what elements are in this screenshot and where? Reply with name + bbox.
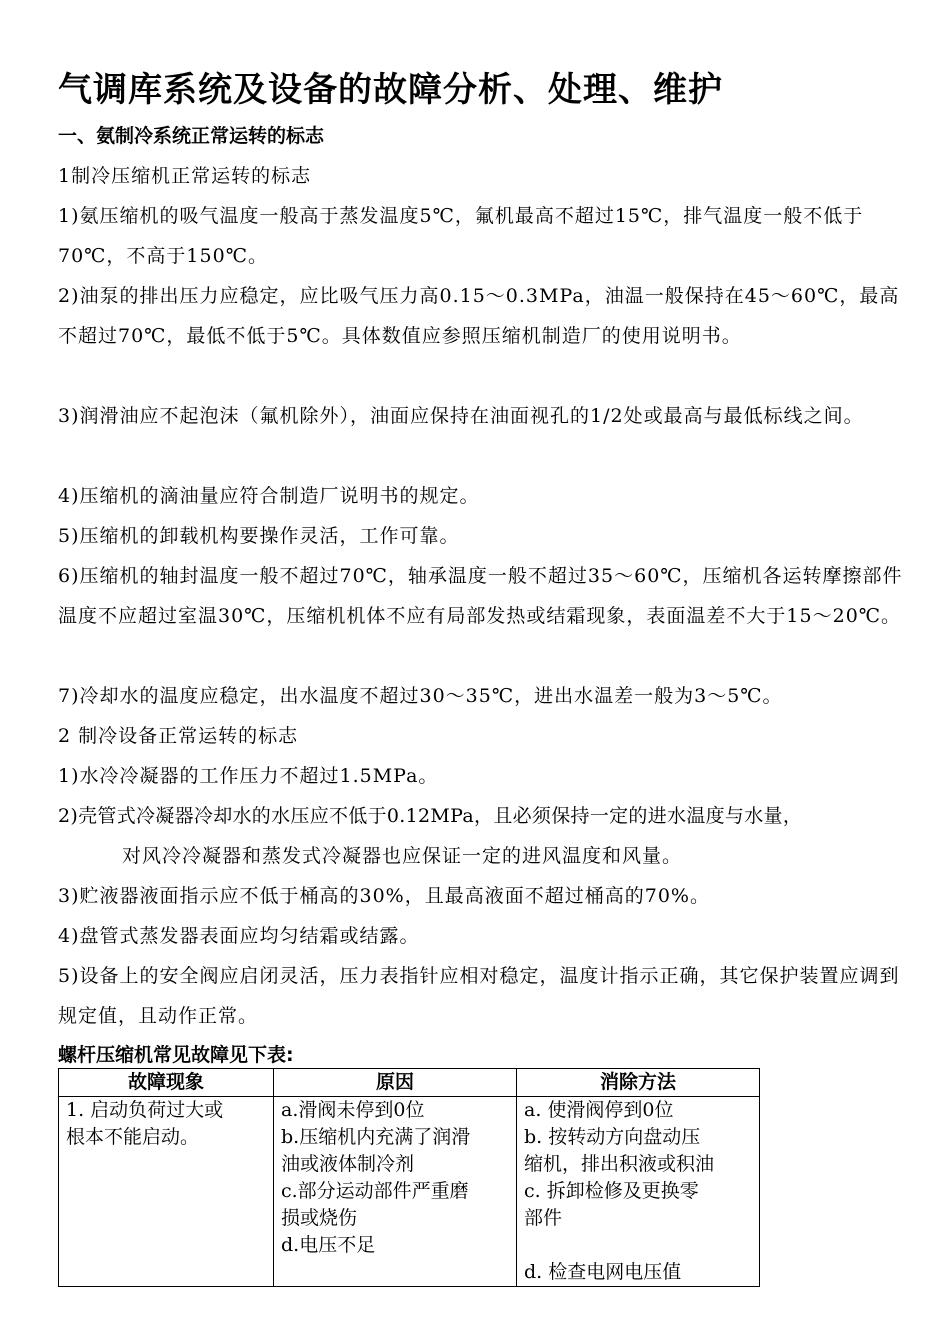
remedy-line: 缩机，排出积液或积油 (524, 1153, 715, 1175)
cell-causes (274, 1097, 517, 1287)
compressor-item-2: 2)油泵的排出压力应稳定，应比吸气压力高0.15～0.3MPa，油温一般保持在45～60℃，最高不超过70℃，最低不低于5℃。具体数值应参照压缩机制造厂的使用说明书。 (58, 285, 900, 347)
remedy-line: a. 使滑阀停到0位 (524, 1099, 674, 1121)
equipment-item-3: 3)贮液器液面指示应不低于桶高的30%，且最高液面不超过桶高的70%。 (58, 885, 710, 907)
cause-line: 油或液体制冷剂 (281, 1153, 415, 1175)
remedy-line: b. 按转动方向盘动压 (524, 1126, 701, 1148)
cell-symptom (59, 1097, 274, 1287)
remedy-line: c. 拆卸检修及更换零 (524, 1180, 699, 1202)
symptom-line: 1. 启动负荷过大或 (66, 1099, 224, 1121)
equipment-item-5: 5)设备上的安全阀应启闭灵活，压力表指针应相对稳定，温度计指示正确，其它保护装置应调到规定值，且动作正常。 (58, 965, 900, 1027)
cause-line: b.压缩机内充满了润滑 (281, 1126, 471, 1148)
remedy-line: d. 检查电网电压值 (524, 1261, 682, 1283)
section-heading-ammonia-system: 一、氨制冷系统正常运转的标志 (58, 125, 325, 147)
compressor-item-6: 6)压缩机的轴封温度一般不超过70℃，轴承温度一般不超过35～60℃，压缩机各运转摩擦部件温度不应超过室温30℃，压缩机机体不应有局部发热或结霜现象，表面温差不大于15～20℃。 (58, 565, 903, 627)
remedy-line: 部件 (524, 1207, 563, 1229)
column-header-cause: 原因 (274, 1069, 517, 1097)
page-title: 气调库系统及设备的故障分析、处理、维护 (58, 70, 723, 110)
equipment-item-2-line2: 对风冷冷凝器和蒸发式冷凝器也应保证一定的进风温度和风量。 (122, 845, 683, 867)
equipment-item-4: 4)盘管式蒸发器表面应均匀结霜或结露。 (58, 925, 420, 947)
table-row (59, 1097, 760, 1287)
table-caption: 螺杆压缩机常见故障见下表: (58, 1044, 294, 1066)
equipment-item-1: 1)水冷冷凝器的工作压力不超过1.5MPa。 (58, 765, 439, 787)
subheading-equipment: 2 制冷设备正常运转的标志 (58, 725, 299, 747)
compressor-item-7: 7)冷却水的温度应稳定，出水温度不超过30～35℃，进出水温差一般为3～5℃。 (58, 685, 783, 707)
compressor-item-3: 3)润滑油应不起泡沫（氟机除外），油面应保持在油面视孔的1/2处或最高与最低标线之间。 (58, 405, 864, 427)
compressor-item-5: 5)压缩机的卸载机构要操作灵活，工作可靠。 (58, 525, 460, 547)
cause-line: d.电压不足 (281, 1234, 376, 1256)
compressor-item-1: 1)氨压缩机的吸气温度一般高于蒸发温度5℃，氟机最高不超过15℃，排气温度一般不低于70℃，不高于150℃。 (58, 205, 864, 267)
cause-line: a.滑阀未停到0位 (281, 1099, 425, 1121)
remedy-blank-line (524, 1232, 752, 1259)
table-header-row (59, 1069, 760, 1097)
cause-line: c.部分运动部件严重磨 (281, 1180, 469, 1202)
compressor-item-4: 4)压缩机的滴油量应符合制造厂说明书的规定。 (58, 485, 480, 507)
symptom-line: 根本不能启动。 (66, 1126, 200, 1148)
fault-table (58, 1068, 760, 1287)
cell-remedies (517, 1097, 760, 1287)
column-header-remedy: 消除方法 (517, 1069, 760, 1097)
column-header-symptom: 故障现象 (59, 1069, 274, 1097)
subheading-compressor: 1制冷压缩机正常运转的标志 (58, 165, 312, 187)
cause-line: 损或烧伤 (281, 1207, 358, 1229)
equipment-item-2-line1: 2)壳管式冷凝器冷却水的水压应不低于0.12MPa，且必须保持一定的进水温度与水量， (58, 805, 803, 827)
